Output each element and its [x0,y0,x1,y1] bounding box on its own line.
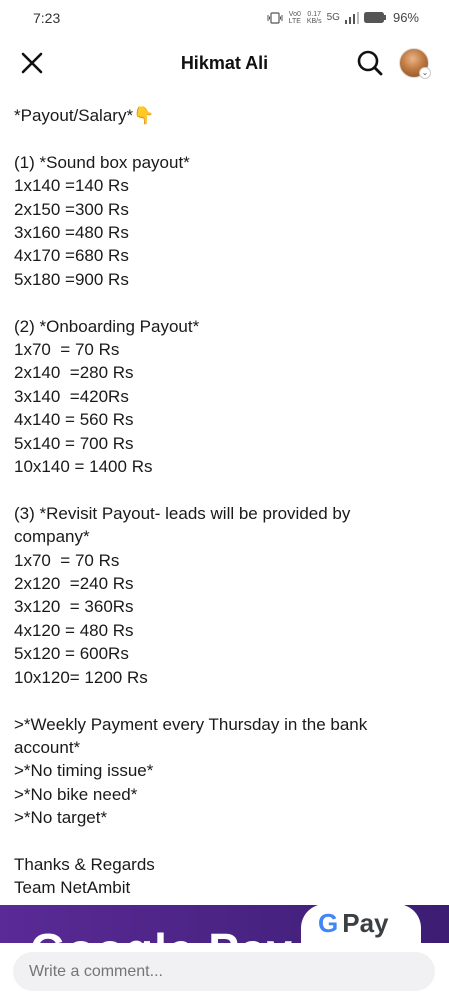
message-line: 3x140 =420Rs [14,386,129,406]
message-spacer [14,291,439,314]
message-line: 5x140 = 700 Rs [14,433,134,453]
avatar[interactable] [399,48,429,78]
message-line: Thanks & Regards [14,854,155,874]
message-line: >*Weekly Payment every Thursday in the bank [14,714,368,734]
message-line: Team NetAmbit [14,878,131,898]
message-line: 2x150 =300 Rs [14,199,129,219]
comment-input[interactable] [13,952,435,991]
net-speed-unit: KB/s [306,17,322,25]
message-line: >*No timing issue* [14,761,154,781]
message-line: 10x120= 1200 Rs [14,667,148,687]
message-spacer [14,689,439,712]
signal-icon [345,12,359,24]
volte-label: Vo0 LTE [288,10,301,25]
message-line: 4x170 =680 Rs [14,246,129,266]
net-speed [307,11,322,25]
message-body [14,104,439,900]
message-line: (2) *Onboarding Payout* [14,316,200,336]
message-line: 10x140 = 1400 Rs [14,457,153,477]
message-line: company* [14,527,90,547]
message-line: 3x120 = 360Rs [14,597,134,617]
message-line: 5x180 =900 Rs [14,269,129,289]
message-line: 4x120 = 480 Rs [14,620,134,640]
message-line: >*No bike need* [14,784,138,804]
message-line: account* [14,737,81,757]
message-spacer [14,127,439,150]
search-icon [355,48,385,78]
message-line: 2x120 =240 Rs [14,574,134,594]
chevron-down-icon: ⌄ [419,67,431,79]
message-line: *Payout/Salary*👇 [14,106,155,125]
message-line: 4x140 = 560 Rs [14,410,134,430]
message-line: (3) *Revisit Payout- leads will be provided by [14,503,351,523]
message-line: 3x160 =480 Rs [14,223,129,243]
network-type: 5G [326,12,340,23]
message-line: 1x70 = 70 Rs [14,340,120,360]
message-spacer [14,830,439,853]
message-line: 1x70 = 70 Rs [14,550,120,570]
chat-title: Hikmat Ali [180,53,269,73]
net-speed-value: 0.17 [307,10,322,18]
battery-icon [364,12,386,23]
search-button[interactable] [355,48,385,78]
status-time: 7:23 [33,10,61,26]
comment-bar [0,943,449,1000]
message-line: >*No target* [14,808,108,828]
status-bar [0,0,449,36]
google-g-icon: G [318,908,339,938]
message-line: 1x140 =140 Rs [14,176,129,196]
vibrate-icon [267,12,283,24]
message-spacer [14,478,439,501]
battery-percent: 96% [392,10,419,25]
message-line: 2x140 =280 Rs [14,363,134,383]
status-icons [267,10,419,25]
app-header [0,36,449,90]
gpay-label: Pay [342,908,389,938]
message-line: (1) *Sound box payout* [14,152,190,172]
message-line: 5x120 = 600Rs [14,644,129,664]
